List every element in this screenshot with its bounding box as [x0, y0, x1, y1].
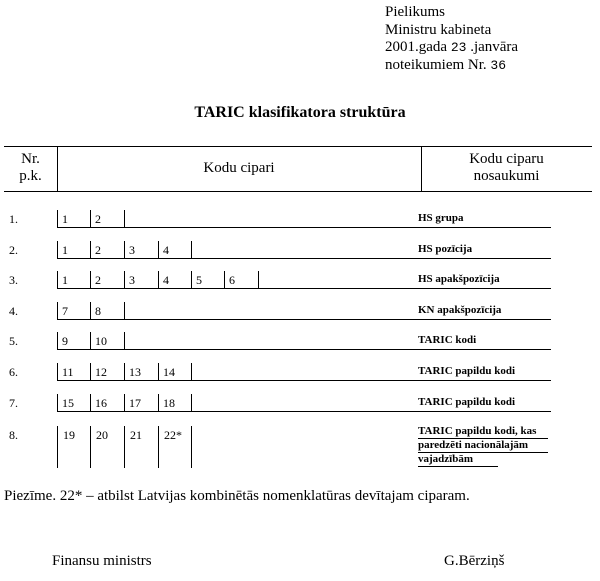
digit-separator: [57, 394, 58, 412]
digit-separator: [57, 271, 58, 289]
row-number: 7.: [9, 396, 18, 410]
digit-separator: [124, 332, 125, 350]
digit-cell: 19: [63, 428, 75, 442]
digit-group-name: TARIC papildu kodi: [418, 396, 516, 408]
digit-separator: [124, 426, 125, 468]
digit-separator: [57, 363, 58, 381]
digit-group-name: KN apakšpozīcija: [418, 304, 502, 316]
digit-separator: [57, 210, 58, 228]
annex-line-4: [385, 57, 518, 75]
digit-cell: 4: [163, 243, 169, 257]
table-header-top-line: [4, 146, 592, 147]
digit-cell: 3: [129, 273, 135, 287]
digit-separator: [158, 394, 159, 412]
digit-cell: 14: [163, 365, 175, 379]
row-number: 6.: [9, 365, 18, 379]
digit-separator: [158, 241, 159, 259]
digit-cell: 6: [229, 273, 235, 287]
digit-cell: 20: [96, 428, 108, 442]
digit-separator: [90, 332, 91, 350]
digit-cell: 18: [163, 396, 175, 410]
digit-separator: [57, 426, 58, 468]
digit-cell: 2: [95, 273, 101, 287]
digit-group-name-line: TARIC papildu kodi, kas: [418, 425, 537, 437]
column-header-number-line2: p.k.: [19, 168, 42, 184]
table-header-bottom-line: [4, 191, 592, 192]
column-header-number: [4, 151, 57, 185]
digit-separator: [224, 271, 225, 289]
column-header-names-line2: nosaukumi: [473, 168, 540, 184]
footnote: Piezīme. 22* – atbilst Latvijas kombinētās nomenklatūras devītajam ciparam.: [4, 488, 470, 504]
digit-cell: 3: [129, 243, 135, 257]
row-baseline: [57, 258, 551, 259]
row-baseline: [57, 380, 551, 381]
digit-group-name: TARIC papildu kodi: [418, 365, 516, 377]
digit-separator: [57, 302, 58, 320]
digit-cell: 9: [62, 334, 68, 348]
digit-separator: [191, 241, 192, 259]
digit-cell: 10: [95, 334, 107, 348]
row-baseline: [57, 227, 551, 228]
digit-separator: [158, 271, 159, 289]
digit-separator: [57, 332, 58, 350]
digit-separator: [124, 241, 125, 259]
annex-block: [385, 4, 518, 74]
annex-date-prefix: 2001.gada: [385, 39, 448, 55]
row-baseline: [57, 349, 551, 350]
digit-cell: 17: [129, 396, 141, 410]
column-header-names-line1: Kodu ciparu: [469, 151, 544, 167]
annex-date-suffix: .janvāra: [470, 39, 519, 55]
digit-cell: 1: [62, 212, 68, 226]
digit-cell: 13: [129, 365, 141, 379]
digit-cell: 15: [62, 396, 74, 410]
row-number: 2.: [9, 243, 18, 257]
annex-regulation-prefix: noteikumiem Nr.: [385, 56, 487, 73]
annex-line-1: Pielikums: [385, 4, 446, 20]
digit-cell: 4: [163, 273, 169, 287]
digit-separator: [158, 426, 159, 468]
digit-separator: [90, 271, 91, 289]
column-header-names: [421, 151, 592, 185]
digit-cell: 7: [62, 304, 68, 318]
digit-separator: [124, 302, 125, 320]
digit-separator: [124, 394, 125, 412]
row-baseline: [57, 319, 551, 320]
digit-cell: 16: [95, 396, 107, 410]
row-number: 3.: [9, 273, 18, 287]
digit-cell: 2: [95, 212, 101, 226]
digit-separator: [124, 363, 125, 381]
digit-separator: [90, 363, 91, 381]
digit-cell: 8: [95, 304, 101, 318]
signature-title: Finansu ministrs: [52, 553, 152, 569]
annex-line-3: [385, 39, 518, 57]
digit-cell: 1: [62, 243, 68, 257]
digit-separator: [57, 241, 58, 259]
digit-separator: [90, 394, 91, 412]
digit-cell: 11: [62, 365, 74, 379]
column-header-digits: Kodu cipari: [203, 160, 275, 176]
digit-group-name-line: vajadzībām: [418, 453, 473, 465]
annex-regulation-number: 36: [490, 57, 507, 73]
digit-cell: 22*: [164, 428, 182, 442]
row-number: 8.: [9, 428, 18, 442]
digit-cell: 2: [95, 243, 101, 257]
digit-cell: 12: [95, 365, 107, 379]
row-number: 4.: [9, 304, 18, 318]
digit-group-name: HS pozīcija: [418, 243, 473, 255]
digit-separator: [191, 394, 192, 412]
digit-cell: 5: [196, 273, 202, 287]
digit-separator: [191, 363, 192, 381]
label-underline: [418, 466, 498, 467]
digit-separator: [90, 302, 91, 320]
digit-group-name: HS grupa: [418, 212, 464, 224]
digit-separator: [158, 363, 159, 381]
signature-name: G.Bērziņš: [444, 553, 505, 569]
digit-separator: [90, 241, 91, 259]
digit-separator: [191, 426, 192, 468]
digit-cell: 1: [62, 273, 68, 287]
digit-separator: [90, 426, 91, 468]
digit-cell: 21: [130, 428, 142, 442]
annex-date-day: 23: [450, 40, 467, 55]
digit-separator: [191, 271, 192, 289]
row-number: 1.: [9, 212, 18, 226]
digit-group-name: TARIC kodi: [418, 334, 477, 346]
row-baseline: [57, 288, 551, 289]
digit-group-name-line: paredzēti nacionālajām: [418, 439, 529, 451]
column-header-number-line1: Nr.: [21, 151, 40, 167]
digit-group-name: HS apakšpozīcija: [418, 273, 500, 285]
digit-separator: [90, 210, 91, 228]
row-baseline: [57, 411, 551, 412]
annex-line-2: Ministru kabineta: [385, 21, 492, 38]
row-number: 5.: [9, 334, 18, 348]
page-title: TARIC klasifikatora struktūra: [194, 104, 406, 121]
digit-separator: [258, 271, 259, 289]
digit-separator: [124, 210, 125, 228]
digit-separator: [124, 271, 125, 289]
